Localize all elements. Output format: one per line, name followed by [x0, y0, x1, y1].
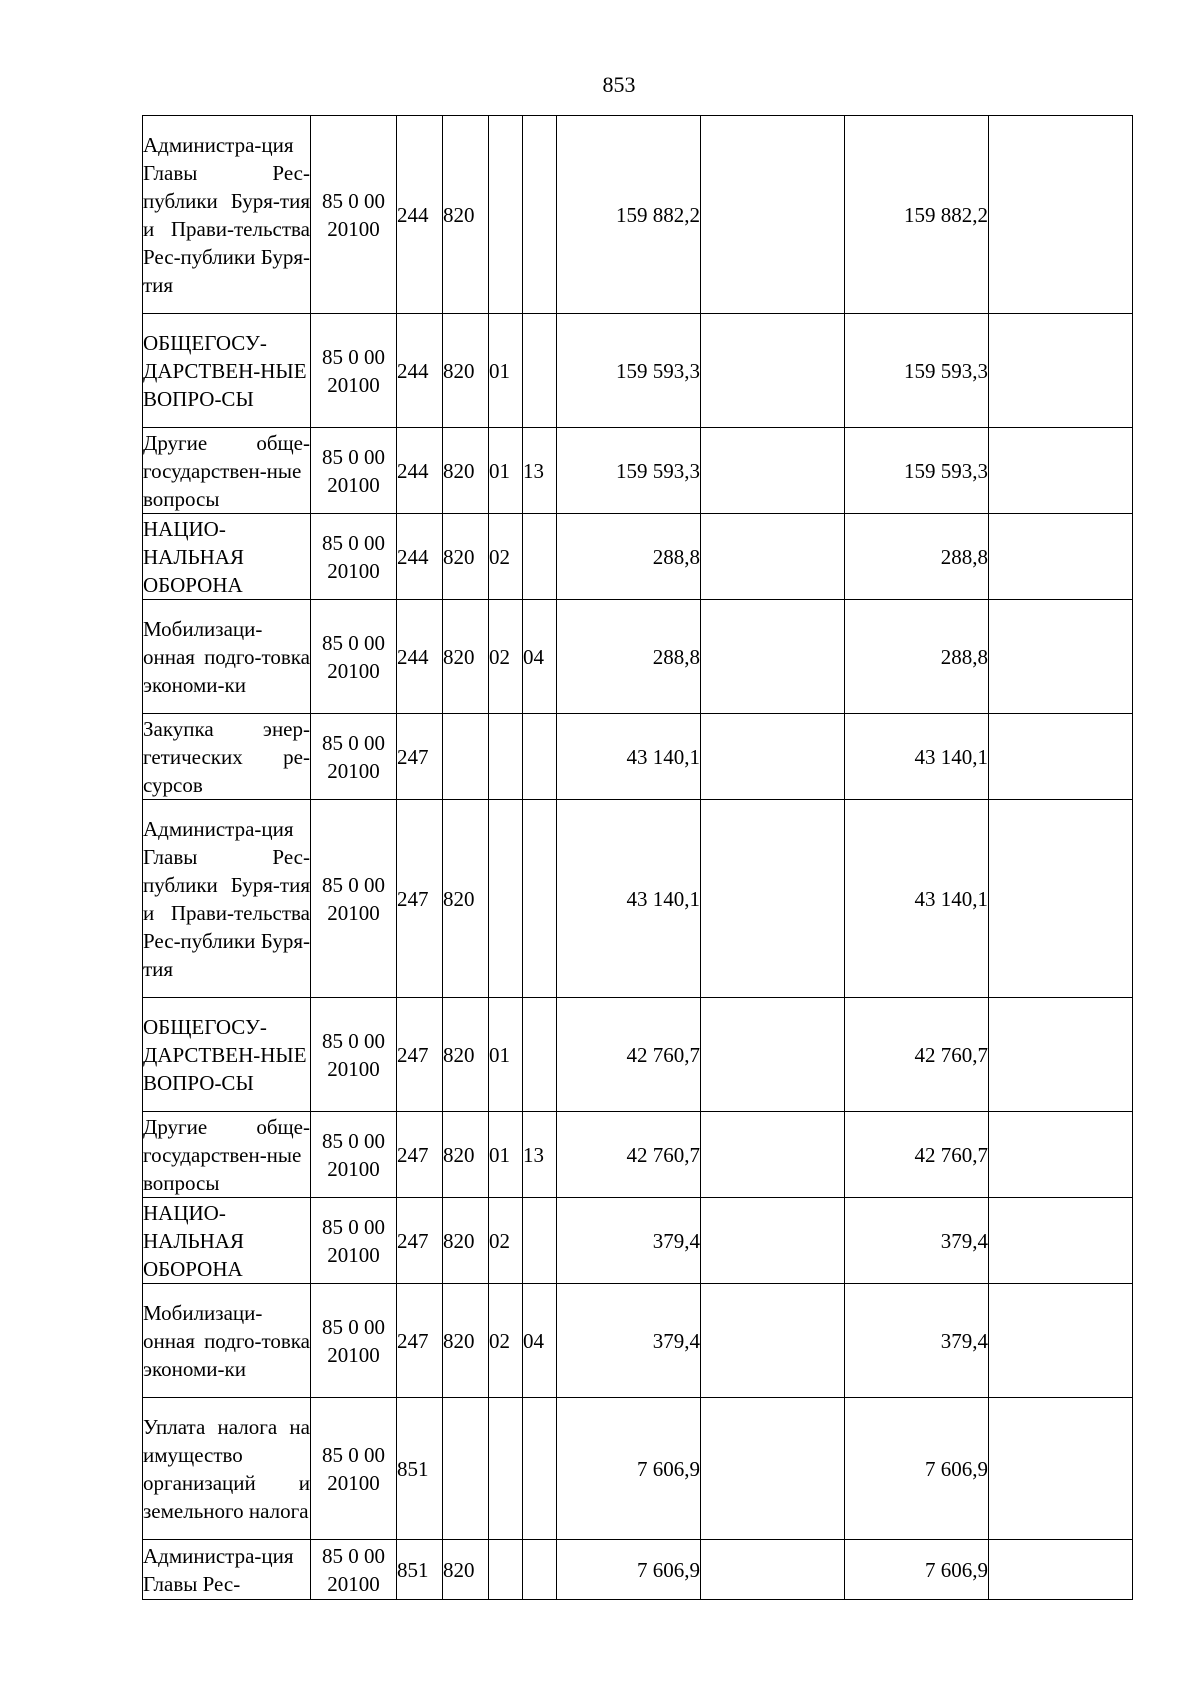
row-amount-1: 42 760,7	[557, 998, 701, 1112]
row-amount-1: 42 760,7	[557, 1112, 701, 1198]
row-rz	[489, 116, 523, 314]
row-amount-1: 288,8	[557, 514, 701, 600]
row-amount-4	[989, 116, 1133, 314]
row-amount-2	[701, 1198, 845, 1284]
table-row	[143, 1540, 1133, 1600]
row-amount-3: 42 760,7	[845, 998, 989, 1112]
table-row	[143, 514, 1133, 600]
row-grbs: 820	[443, 800, 489, 998]
row-csr: 85 0 00 20100	[311, 1540, 397, 1600]
row-amount-3: 159 882,2	[845, 116, 989, 314]
table-row	[143, 1198, 1133, 1284]
row-grbs: 820	[443, 428, 489, 514]
row-amount-2	[701, 1398, 845, 1540]
row-amount-2	[701, 116, 845, 314]
row-name: ОБЩЕГОСУ-ДАРСТВЕН-НЫЕ ВОПРО-СЫ	[143, 998, 311, 1112]
row-grbs: 820	[443, 116, 489, 314]
table-body	[143, 116, 1133, 1600]
row-rz: 02	[489, 1284, 523, 1398]
row-amount-2	[701, 514, 845, 600]
row-amount-4	[989, 1540, 1133, 1600]
row-vr: 851	[397, 1540, 443, 1600]
row-rz: 01	[489, 428, 523, 514]
row-pr	[523, 1398, 557, 1540]
row-amount-1: 379,4	[557, 1198, 701, 1284]
row-amount-4	[989, 800, 1133, 998]
row-pr	[523, 1198, 557, 1284]
row-pr	[523, 1540, 557, 1600]
row-csr: 85 0 00 20100	[311, 428, 397, 514]
row-csr: 85 0 00 20100	[311, 998, 397, 1112]
row-amount-2	[701, 314, 845, 428]
table-row	[143, 1284, 1133, 1398]
row-grbs: 820	[443, 314, 489, 428]
row-amount-3: 43 140,1	[845, 800, 989, 998]
row-name: Администра-ция Главы Рес-публики Буря-тия и Прави-тельства Рес-публики Буря-тия	[143, 116, 311, 314]
row-amount-1: 43 140,1	[557, 714, 701, 800]
row-vr: 244	[397, 514, 443, 600]
row-amount-3: 379,4	[845, 1198, 989, 1284]
row-amount-4	[989, 428, 1133, 514]
row-amount-1: 7 606,9	[557, 1540, 701, 1600]
row-amount-4	[989, 1398, 1133, 1540]
row-amount-4	[989, 600, 1133, 714]
row-amount-1: 43 140,1	[557, 800, 701, 998]
row-amount-3: 288,8	[845, 600, 989, 714]
row-rz: 01	[489, 314, 523, 428]
row-pr	[523, 116, 557, 314]
row-rz: 01	[489, 998, 523, 1112]
row-pr	[523, 314, 557, 428]
row-grbs: 820	[443, 600, 489, 714]
row-name: Мобилизаци-онная подго-товка экономи-ки	[143, 1284, 311, 1398]
row-csr: 85 0 00 20100	[311, 714, 397, 800]
row-name: Администра-ция Главы Рес-публики Буря-тия и Прави-тельства Рес-публики Буря-тия	[143, 800, 311, 998]
table-row	[143, 800, 1133, 998]
row-pr: 04	[523, 600, 557, 714]
row-rz: 01	[489, 1112, 523, 1198]
table-row	[143, 1398, 1133, 1540]
table-row	[143, 1112, 1133, 1198]
row-csr: 85 0 00 20100	[311, 800, 397, 998]
row-amount-3: 159 593,3	[845, 314, 989, 428]
row-amount-3: 43 140,1	[845, 714, 989, 800]
row-name: Другие обще-государствен-ные вопросы	[143, 428, 311, 514]
row-amount-1: 159 882,2	[557, 116, 701, 314]
row-amount-2	[701, 714, 845, 800]
table-row	[143, 314, 1133, 428]
row-amount-2	[701, 998, 845, 1112]
row-csr: 85 0 00 20100	[311, 600, 397, 714]
row-grbs: 820	[443, 998, 489, 1112]
row-amount-4	[989, 1112, 1133, 1198]
row-amount-1: 159 593,3	[557, 428, 701, 514]
row-pr	[523, 998, 557, 1112]
row-vr: 244	[397, 314, 443, 428]
row-csr: 85 0 00 20100	[311, 1112, 397, 1198]
row-amount-1: 379,4	[557, 1284, 701, 1398]
row-vr: 247	[397, 998, 443, 1112]
row-csr: 85 0 00 20100	[311, 514, 397, 600]
row-amount-3: 7 606,9	[845, 1540, 989, 1600]
row-rz: 02	[489, 514, 523, 600]
row-grbs: 820	[443, 1198, 489, 1284]
row-grbs	[443, 1398, 489, 1540]
row-name: Закупка энер-гетических ре-сурсов	[143, 714, 311, 800]
row-amount-3: 159 593,3	[845, 428, 989, 514]
row-csr: 85 0 00 20100	[311, 1398, 397, 1540]
row-vr: 247	[397, 1112, 443, 1198]
row-amount-4	[989, 514, 1133, 600]
row-grbs: 820	[443, 1112, 489, 1198]
row-amount-2	[701, 1284, 845, 1398]
row-amount-4	[989, 1284, 1133, 1398]
row-name: НАЦИО-НАЛЬНАЯ ОБОРОНА	[143, 514, 311, 600]
row-amount-2	[701, 1540, 845, 1600]
row-amount-2	[701, 800, 845, 998]
row-pr: 13	[523, 428, 557, 514]
row-name: Другие обще-государствен-ные вопросы	[143, 1112, 311, 1198]
row-amount-3: 288,8	[845, 514, 989, 600]
row-amount-4	[989, 314, 1133, 428]
row-amount-3: 7 606,9	[845, 1398, 989, 1540]
row-name: Администра-ция Главы Рес-	[143, 1540, 311, 1600]
row-amount-3: 42 760,7	[845, 1112, 989, 1198]
row-amount-2	[701, 1112, 845, 1198]
row-amount-2	[701, 428, 845, 514]
row-vr: 851	[397, 1398, 443, 1540]
row-grbs: 820	[443, 1540, 489, 1600]
row-amount-4	[989, 714, 1133, 800]
row-grbs: 820	[443, 1284, 489, 1398]
row-rz: 02	[489, 600, 523, 714]
row-rz	[489, 714, 523, 800]
row-rz	[489, 800, 523, 998]
row-vr: 247	[397, 1284, 443, 1398]
table-row	[143, 428, 1133, 514]
row-amount-2	[701, 600, 845, 714]
row-name: НАЦИО-НАЛЬНАЯ ОБОРОНА	[143, 1198, 311, 1284]
row-pr: 13	[523, 1112, 557, 1198]
row-vr: 244	[397, 428, 443, 514]
row-grbs: 820	[443, 514, 489, 600]
row-vr: 247	[397, 714, 443, 800]
row-csr: 85 0 00 20100	[311, 116, 397, 314]
row-rz: 02	[489, 1198, 523, 1284]
row-amount-1: 288,8	[557, 600, 701, 714]
row-amount-4	[989, 1198, 1133, 1284]
row-pr	[523, 714, 557, 800]
row-pr: 04	[523, 1284, 557, 1398]
table-row	[143, 714, 1133, 800]
row-amount-1: 159 593,3	[557, 314, 701, 428]
row-amount-4	[989, 998, 1133, 1112]
row-name: Мобилизаци-онная подго-товка экономи-ки	[143, 600, 311, 714]
row-csr: 85 0 00 20100	[311, 314, 397, 428]
page-number: 853	[602, 72, 636, 97]
budget-table	[142, 115, 1133, 1600]
table-row	[143, 998, 1133, 1112]
row-vr: 244	[397, 600, 443, 714]
row-rz	[489, 1540, 523, 1600]
row-pr	[523, 800, 557, 998]
table-row	[143, 116, 1133, 314]
row-vr: 247	[397, 800, 443, 998]
row-csr: 85 0 00 20100	[311, 1284, 397, 1398]
row-grbs	[443, 714, 489, 800]
row-csr: 85 0 00 20100	[311, 1198, 397, 1284]
row-rz	[489, 1398, 523, 1540]
row-name: Уплата налога на имущество организаций и земельного налога	[143, 1398, 311, 1540]
row-amount-1: 7 606,9	[557, 1398, 701, 1540]
row-pr	[523, 514, 557, 600]
row-name: ОБЩЕГОСУ-ДАРСТВЕН-НЫЕ ВОПРО-СЫ	[143, 314, 311, 428]
row-amount-3: 379,4	[845, 1284, 989, 1398]
row-vr: 244	[397, 116, 443, 314]
table-row	[143, 600, 1133, 714]
row-vr: 247	[397, 1198, 443, 1284]
